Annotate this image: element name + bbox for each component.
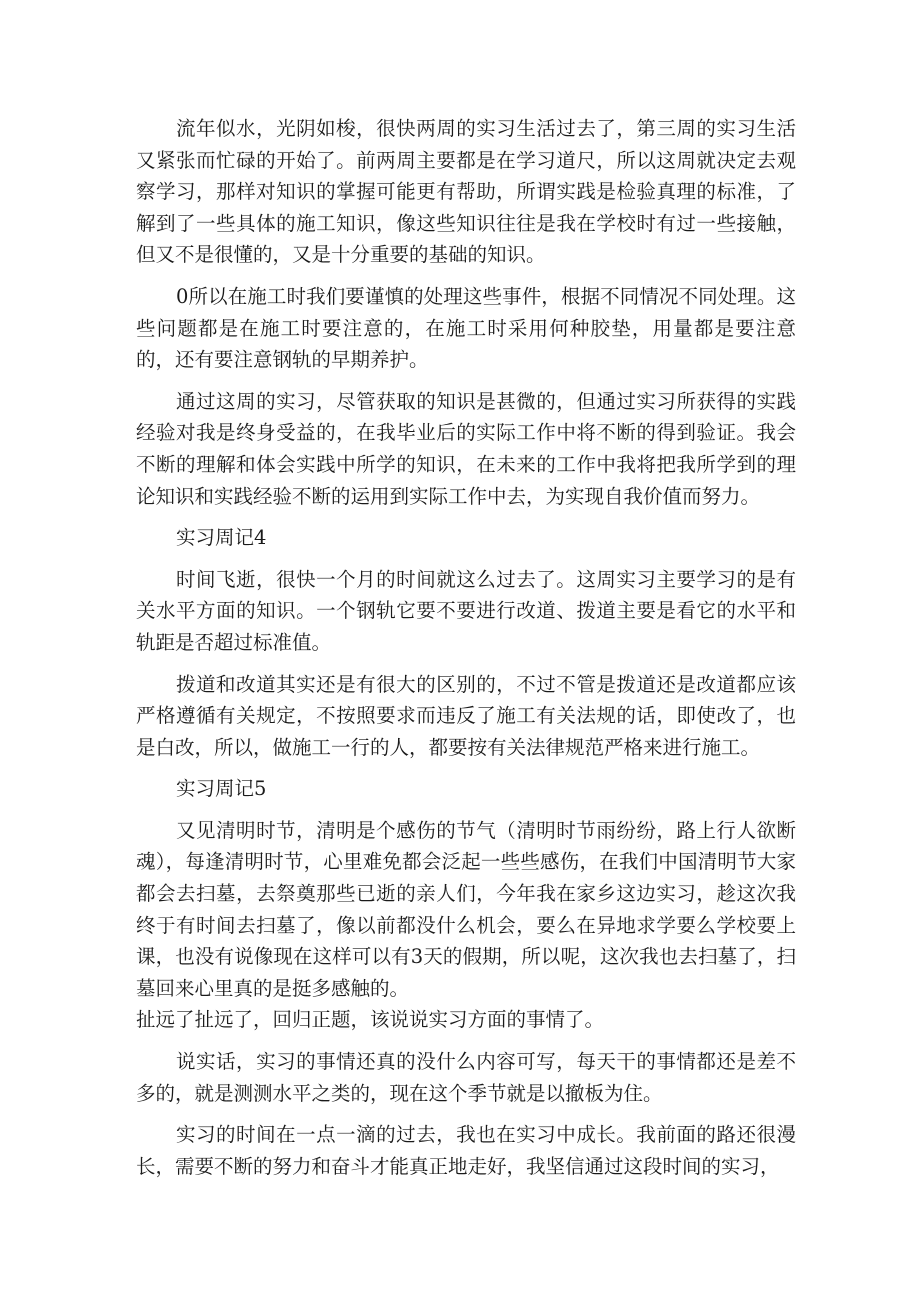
paragraph-week3-construction: 0所以在施工时我们要谨慎的处理这些事件，根据不同情况不同处理。这些问题都是在施工时要注意的，在施工时采用何种胶垫，用量都是要注意的，还有要注意钢轨的早期养护。 [136, 284, 796, 372]
paragraph-week4-intro: 时间飞逝，很快一个月的时间就这么过去了。这周实习主要学习的是有关水平方面的知识。一个钢轨它要不要进行改道、拨道主要是看它的水平和轨距是否超过标准值。 [136, 567, 796, 654]
paragraph-week3-intro: 流年似水，光阴如梭，很快两周的实习生活过去了，第三周的实习生活又紧张而忙碌的开始了。前两周主要都是在学习道尺，所以这周就决定去观察学习，那样对知识的掌握可能更有帮助，所谓实践是检验真理的标准，了解到了一些具体的施工知识，像这些知识往往是我在学校时有过一些接触，但又不是很懂的，又是十分重要的基础的知识。 [136, 117, 796, 267]
paragraph-week5-back-to-topic: 扯远了扯远了，回归正题，该说说实习方面的事情了。 [136, 1008, 605, 1032]
heading-week4: 实习周记4 [176, 526, 267, 550]
paragraph-week4-rules: 拨道和改道其实还是有很大的区别的，不过不管是拨道还是改道都应该严格遵循有关规定，不按照要求而违反了施工有关法规的话，即使改了，也是白改，所以，做施工一行的人，都要按有关法律规范严格来进行施工。 [136, 672, 796, 759]
paragraph-week5-growth: 实习的时间在一点一滴的过去，我也在实习中成长。我前面的路还很漫长，需要不断的努力和奋斗才能真正地走好，我坚信通过这段时间的实习， [136, 1123, 796, 1178]
paragraph-week5-work: 说实话，实习的事情还真的没什么内容可写，每天干的事情都还是差不多的，就是测测水平之类的，现在这个季节就是以撤板为住。 [136, 1050, 796, 1105]
paragraph-week5-qingming: 又见清明时节，清明是个感伤的节气（清明时节雨纷纷，路上行人欲断魂），每逢清明时节，心里难免都会泛起一些些感伤，在我们中国清明节大家都会去扫墓，去祭奠那些已逝的亲人们，今年我在家乡这边实习，趁这次我终于有时间去扫墓了，像以前都没什么机会，要么在异地求学要么学校要上课，也没有说像现在这样可以有3天的假期，所以呢，这次我也去扫墓了，扫墓回来心里真的是挺多感触的。 [136, 818, 796, 1000]
heading-week5: 实习周记5 [176, 777, 267, 801]
paragraph-week3-summary: 通过这周的实习，尽管获取的知识是甚微的，但通过实习所获得的实践经验对我是终身受益的，在我毕业后的实际工作中将不断的得到验证。我会不断的理解和体会实践中所学的知识，在未来的工作中我将把我所学到的理论知识和实践经验不断的运用到实际工作中去，为实现自我价值而努力。 [136, 389, 796, 508]
document-body [136, 113, 796, 1192]
